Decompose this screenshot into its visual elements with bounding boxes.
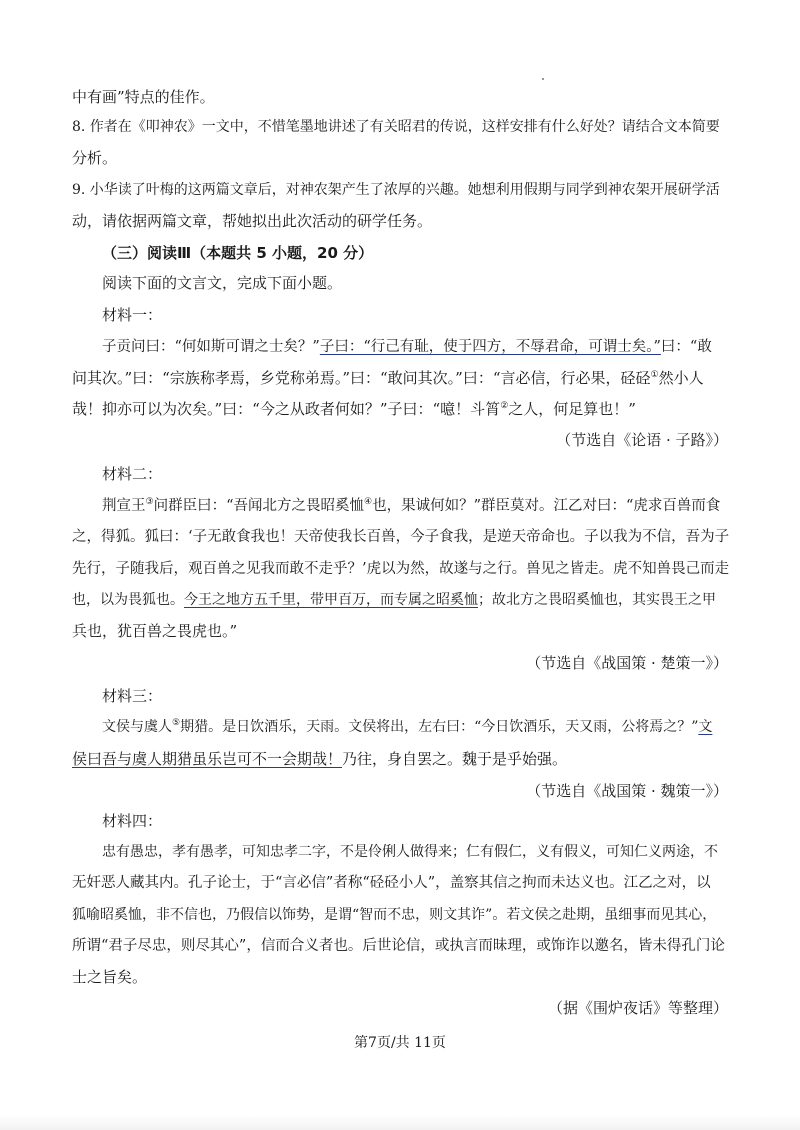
material-3-line1 — [102, 717, 712, 739]
m1-text: 曰：“敢 — [660, 339, 712, 355]
scan-edge — [0, 1114, 800, 1130]
material-2-source: （节选自《战国策 · 楚策一》） — [526, 654, 728, 672]
material-4-line5: 士之旨矣。 — [72, 968, 148, 986]
material-4-line2: 无奸恶人藏其内。孔子论士，于“言必信”者称“硁硁小人”，盖察其信之拘而未达义也。江乙之对，以 — [72, 875, 711, 891]
material-1-line3 — [72, 399, 636, 422]
material-3-line2 — [72, 749, 567, 769]
material-2-line3: 先行，子随我后，观百兽之见我而敢不走乎？’虎以为然，故遂与之行。兽见之皆走。虎不知兽畏己而走 — [72, 561, 730, 577]
material-1-line1 — [102, 337, 712, 357]
material-2-line2: 之，得狐。狐曰：‘子无敢食我也！天帝使我长百兽，今子食我，是逆天帝命也。子以我为不信，吾为子 — [72, 529, 730, 545]
m3-underlined-sentence: 侯曰吾与虞人期猎虽乐岂可不一会期哉！ — [72, 750, 343, 768]
m1-underlined-sentence: 子曰：“行己有耻，使于四方，不辱君命，可谓士矣。” — [319, 339, 661, 355]
m3-text: 乃往，身自罢之。魏于是乎始强。 — [342, 750, 568, 768]
material-2-line5: 兵也，犹百兽之畏虎也。” — [72, 622, 238, 640]
material-1-line2 — [72, 368, 704, 391]
instruction: 阅读下面的文言文，完成下面小题。 — [102, 274, 343, 292]
m1-text: 哉！抑亦可以为次矣。”曰：“今之从政者何如？”子曰：“噫！斗筲 — [72, 400, 501, 418]
footnote-marker-2: ② — [500, 401, 509, 411]
q8-line1: 8. 作者在《叩神农》一文中，不惜笔墨地讲述了有关昭君的传说，这样安排有什么好处？请结合文本简要 — [72, 119, 720, 135]
material-2-line4 — [72, 590, 716, 610]
m2-text: 荆宣王 — [102, 498, 146, 514]
m2-text: ；故北方之畏昭奚恤也，其实畏王之甲 — [478, 592, 716, 608]
q7-tail: 中有画”特点的佳作。 — [72, 88, 215, 106]
footnote-marker-3: ③ — [145, 497, 154, 507]
material-3-source: （节选自《战国策 · 魏策一》） — [526, 782, 728, 800]
material-2-line1 — [102, 496, 720, 518]
material-4-label: 材料四： — [102, 812, 163, 830]
footnote-marker-5: ⑤ — [172, 718, 181, 728]
page-footer: 第7页/共 11页 — [354, 1035, 446, 1051]
section-title: （三）阅读Ⅲ（本题共 5 小题，20 分） — [102, 244, 374, 262]
m2-text: 也，以为畏狐也。 — [72, 592, 184, 608]
q9-line1: 9. 小华读了叶梅的这两篇文章后，对神农架产生了浓厚的兴趣。她想利用假期与同学到神农架开展研学活 — [72, 182, 720, 198]
m2-text: 问群臣曰：“吾闻北方之畏昭奚恤 — [153, 498, 364, 514]
material-4-line4: 所谓“君子尽忠，则尽其心”，信而合义者也。后世论信，或执言而昧理，或饰诈以邀名，皆未得孔门论 — [72, 938, 725, 954]
material-1-label: 材料一： — [102, 306, 163, 324]
m1-text: 子贡问曰：“何如斯可谓之士矣？” — [102, 339, 320, 355]
footnote-marker-1: ① — [650, 370, 659, 380]
m1-text: 问其次。”曰：“宗族称孝焉，乡党称弟焉。”曰：“敢问其次。”曰：“言必信，行必果，硁硁 — [72, 369, 651, 387]
footnote-marker-4: ④ — [364, 497, 373, 507]
material-4-line3: 狐喻昭奚恤，非不信也，乃假信以饰势，是谓“智而不忠，则文其诈”。若文侯之赴期，虽细事而见其心， — [72, 907, 717, 923]
m2-underlined-sentence: 今王之地方五千里，带甲百万，而专属之昭奚恤 — [184, 592, 478, 608]
material-4-line1: 忠有愚忠，孝有愚孝，可知忠孝二字，不是伶俐人做得来；仁有假仁，义有假义，可知仁义两途，不 — [102, 844, 718, 860]
material-4-source: （据《围炉夜话》等整理） — [547, 999, 728, 1017]
m3-text: 文侯与虞人 — [102, 719, 172, 735]
scan-speck — [542, 78, 544, 80]
material-3-label: 材料三： — [102, 687, 163, 705]
m1-text: 然小人 — [658, 369, 704, 387]
m3-underlined-start: 文 — [698, 719, 713, 735]
q9-line2: 动，请依据两篇文章，帮她拟出此次活动的研学任务。 — [72, 212, 433, 230]
m2-text: 也，果诚何如？”群臣莫对。江乙对曰：“虎求百兽而食 — [372, 498, 721, 514]
m1-text: 之人，何足算也！” — [508, 400, 636, 418]
material-1-source: （节选自《论语 · 子路》） — [556, 431, 728, 449]
material-2-label: 材料二： — [102, 465, 163, 483]
q8-line2: 分析。 — [72, 149, 118, 167]
m3-text: 期猎。是日饮酒乐，天雨。文侯将出，左右曰：“今日饮酒乐，天又雨，公将焉之？” — [180, 719, 699, 735]
